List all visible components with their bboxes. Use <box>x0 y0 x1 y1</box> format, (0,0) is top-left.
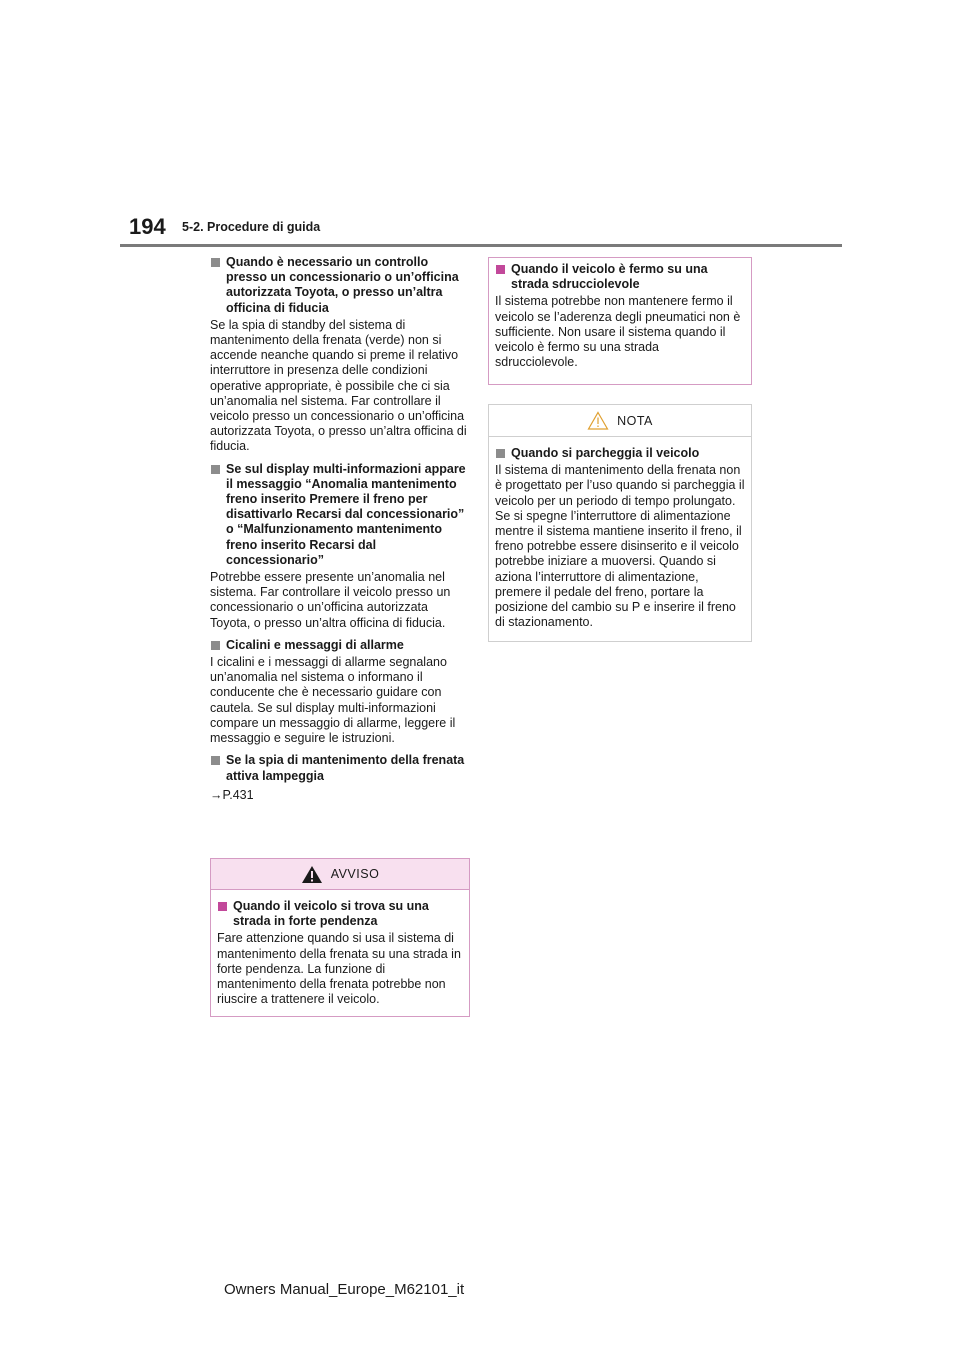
item-body: Potrebbe essere presente un’anomalia nel sistema. Far controllare il veicolo presso un concessionario o un’officina autorizzata Toyota, o presso un’altra officina di fiducia. <box>210 570 451 630</box>
warning-triangle-icon <box>301 865 323 884</box>
square-bullet-icon <box>218 902 227 911</box>
warning-title-text: AVVISO <box>330 867 380 881</box>
warning-cont-body: Il sistema potrebbe non mantenere fermo il veicolo se l’aderenza degli pneumatici non è sufficiente. Non usare il sistema quando il veicolo è fermo su una strada sdrucciolevole. <box>495 294 741 370</box>
note-heading-text: Quando si parcheggia il veicolo <box>511 446 700 460</box>
item-heading-text: Quando è necessario un controllo presso un concessionario o un’officina autorizzata Toyota, o presso un’altra officina di fiducia <box>226 255 459 315</box>
header-rule <box>120 244 842 247</box>
list-item <box>210 638 468 746</box>
list-item <box>210 255 468 455</box>
item-body: I cicalini e i messaggi di allarme segnalano un’anomalia nel sistema o informano il conducente che è necessario guidare con cautela. Se sul display multi-informazioni compare un messaggio di allarme, leggere il messaggio e seguire le istruzioni. <box>210 655 456 746</box>
warning-box-continued <box>488 257 752 385</box>
warning-body: Fare attenzione quando si usa il sistema di mantenimento della frenata su una strada in forte pendenza. La funzione di mantenimento della frenata potrebbe non riuscire a trattenere il veicolo. <box>217 931 461 1007</box>
item-body: Se la spia di standby del sistema di mantenimento della frenata (verde) non si accende neanche quando si preme il relativo interruttore in presenza delle condizioni operative appropriate, è possibile che ci sia un’anomalia nel sistema. Far controllare il veicolo presso un concessionario o un’officina autorizzata Toyota, o presso un’altra officina di fiducia. <box>210 317 467 454</box>
warning-cont-heading <box>495 262 745 292</box>
caution-triangle-outline-icon <box>587 411 609 430</box>
note-body: Il sistema di mantenimento della frenata non è progettato per l’uso quando si parcheggia il veicolo per un periodo di tempo prolungato. Se si spegne l’interruttore di alimentazione mentre il sistema mantiene inserito il freno, il freno potrebbe essere disinserito e il veicolo potrebbe iniziare a muoversi. Quando si aziona l’interruttore di alimentazione, premere il pedale del freno, portare la posizione del cambio su P e inserire il freno di stazionamento. <box>495 463 745 630</box>
warning-heading-text: Quando il veicolo si trova su una strada in forte pendenza <box>233 899 429 929</box>
list-item <box>210 462 468 631</box>
note-title-text: NOTA <box>617 413 653 428</box>
item-heading-text: Cicalini e messaggi di allarme <box>226 637 404 652</box>
item-heading-text: Se la spia di mantenimento della frenata attiva lampeggia <box>226 753 465 783</box>
section-title: 5-2. Procedure di guida <box>182 220 321 234</box>
footer-manual-id: Owners Manual_Europe_M62101_it <box>224 1281 465 1298</box>
list-item <box>210 753 468 802</box>
warning-cont-heading-text: Quando il veicolo è fermo su una strada sdrucciolevole <box>511 262 708 292</box>
page-reference-link[interactable]: →P.431 <box>210 787 254 802</box>
item-heading-text: Se sul display multi-informazioni appare il messaggio “Anomalia mantenimento freno inserito Premere il freno per disattivarlo Recarsi dal concessionario” o “Malfunzionamento mantenimento freno inserito Recarsi dal concessionario” <box>226 461 466 567</box>
square-bullet-icon <box>496 265 505 274</box>
square-bullet-icon <box>211 756 220 765</box>
warning-box <box>210 858 470 1017</box>
left-column <box>210 255 468 810</box>
note-heading <box>495 446 745 461</box>
warning-heading <box>217 899 463 929</box>
square-bullet-icon <box>211 641 220 650</box>
item-heading <box>210 638 468 653</box>
square-bullet-icon <box>496 449 505 458</box>
item-heading <box>210 462 468 568</box>
warning-box-title <box>211 859 469 890</box>
square-bullet-icon <box>211 258 220 267</box>
note-box-title <box>489 405 751 437</box>
item-heading <box>210 753 468 783</box>
note-box <box>488 404 752 642</box>
item-heading <box>210 255 468 316</box>
page-number: 194 <box>129 214 166 239</box>
square-bullet-icon <box>211 465 220 474</box>
